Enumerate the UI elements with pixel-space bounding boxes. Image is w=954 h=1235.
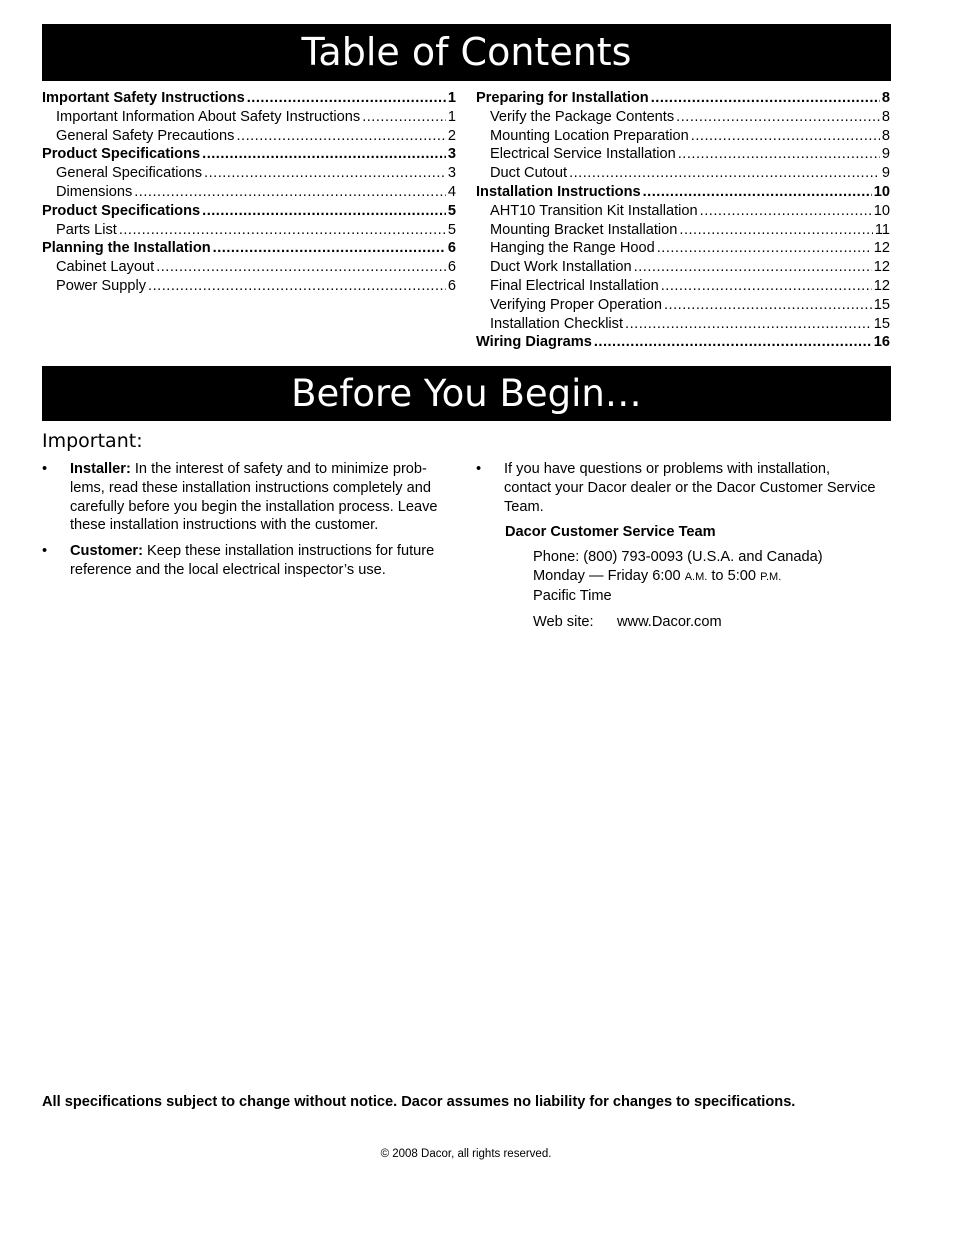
toc-leader-dots — [236, 127, 445, 146]
toc-banner — [42, 24, 891, 81]
toc-leader-dots — [202, 202, 446, 221]
installer-text: In the interest of safety and to minimize prob-lems, read these installation instructions completely and carefully before you begin the installation process. Leave these installation instructions with the customer. — [70, 461, 438, 534]
toc-leader-dots — [651, 89, 880, 108]
toc-entry[interactable] — [42, 221, 456, 240]
before-you-begin-banner — [42, 366, 891, 421]
toc-entry[interactable] — [476, 239, 890, 258]
timezone-line: Pacific Time — [533, 587, 612, 604]
toc-entry[interactable] — [42, 258, 456, 277]
toc-entry-page: 15 — [873, 296, 890, 313]
bullet-mark: • — [42, 461, 48, 477]
toc-entry-title: Verify the Package Contents — [490, 108, 675, 125]
toc-leader-dots — [643, 183, 872, 202]
toc-entry-title: Mounting Bracket Installation — [490, 221, 678, 238]
toc-entry-page: 6 — [447, 240, 456, 257]
website-label: Web site: — [533, 613, 594, 630]
toc-entry[interactable] — [42, 277, 456, 296]
toc-entry-title: Mounting Location Preparation — [490, 127, 689, 144]
website-line — [533, 613, 876, 632]
toc-entry[interactable] — [476, 315, 890, 334]
toc-entry-title: Electrical Service Installation — [490, 146, 676, 163]
toc-entry[interactable] — [476, 296, 890, 315]
installer-label: Installer: — [70, 461, 131, 477]
toc-entry-page: 10 — [873, 183, 890, 200]
questions-text: If you have questions or problems with installation, contact your Dacor dealer or the Dacor Customer Service Team. — [504, 461, 876, 515]
toc-entry-page: 6 — [447, 277, 456, 294]
toc-entry-title: Final Electrical Installation — [490, 277, 659, 294]
toc-right-column — [476, 89, 890, 352]
toc-entry-page: 8 — [881, 127, 890, 144]
hours-line: Monday — Friday 6:00 A.M. to 5:00 P.M. — [533, 567, 782, 584]
toc-entry-title: Wiring Diagrams — [476, 334, 592, 351]
toc-leader-dots — [676, 108, 880, 127]
toc-leader-dots — [661, 277, 872, 296]
toc-entry-title: Product Specifications — [42, 146, 201, 163]
toc-entry-title: Parts List — [56, 221, 117, 238]
toc-entry-page: 1 — [447, 108, 456, 125]
toc-entry-title: Installation Instructions — [476, 183, 641, 200]
toc-leader-dots — [148, 277, 446, 296]
toc-entry-page: 6 — [447, 259, 456, 276]
toc-leader-dots — [678, 145, 880, 164]
toc-entry-title: Important Safety Instructions — [42, 90, 245, 106]
toc-entry[interactable] — [476, 202, 890, 221]
toc-entry[interactable] — [476, 127, 890, 146]
toc-leader-dots — [700, 202, 872, 221]
toc-entry-page: 12 — [873, 259, 890, 276]
toc-entry[interactable] — [476, 277, 890, 296]
toc-entry-title: AHT10 Transition Kit Installation — [490, 202, 698, 219]
toc-entry-title: Important Information About Safety Instructions — [56, 108, 361, 125]
toc-entry-title: Duct Cutout — [490, 165, 568, 182]
toc-entry-page: 3 — [447, 146, 456, 163]
toc-entry-title: Preparing for Installation — [476, 90, 649, 106]
important-bullets-right — [476, 460, 876, 631]
toc-entry[interactable] — [42, 239, 456, 258]
toc-leader-dots — [204, 164, 446, 183]
toc-entry[interactable] — [476, 89, 890, 108]
toc-entry[interactable] — [42, 127, 456, 146]
toc-entry[interactable] — [476, 183, 890, 202]
bullet-mark: • — [42, 543, 48, 560]
toc-leader-dots — [119, 221, 446, 240]
toc-entry[interactable] — [42, 145, 456, 164]
toc-entry-page: 5 — [447, 221, 456, 238]
bullet-mark: • — [476, 461, 482, 477]
toc-entry-page: 5 — [447, 202, 456, 219]
toc-left-column — [42, 89, 456, 296]
toc-entry[interactable] — [476, 164, 890, 183]
toc-leader-dots — [634, 258, 872, 277]
customer-label: Customer: — [70, 543, 143, 560]
customer-text: Keep these installation instructions for future reference and the local electrical inspector’s use. — [70, 543, 435, 578]
toc-entry-page: 12 — [873, 240, 890, 257]
toc-entry[interactable] — [42, 89, 456, 108]
toc-entry-page: 9 — [881, 165, 890, 182]
before-you-begin-heading: Before You Begin… — [291, 372, 642, 415]
toc-entry[interactable] — [42, 202, 456, 221]
toc-entry-page: 1 — [447, 90, 456, 106]
toc-leader-dots — [657, 239, 872, 258]
important-heading: Important: — [42, 430, 143, 452]
toc-leader-dots — [691, 127, 880, 146]
toc-leader-dots — [664, 296, 872, 315]
important-bullets-left — [42, 460, 458, 587]
phone-line: Phone: (800) 793-0093 (U.S.A. and Canada) — [533, 549, 823, 566]
toc-entry[interactable] — [476, 333, 890, 352]
toc-leader-dots — [594, 333, 872, 352]
specifications-disclaimer: All specifications subject to change without notice. Dacor assumes no liability for changes to specifications. — [42, 1094, 796, 1110]
toc-entry[interactable] — [476, 145, 890, 164]
toc-entry[interactable] — [476, 221, 890, 240]
toc-entry-page: 16 — [873, 334, 890, 351]
toc-heading: Table of Contents — [301, 30, 632, 74]
toc-entry-page: 15 — [873, 315, 890, 332]
contact-block — [533, 548, 876, 631]
toc-leader-dots — [362, 108, 446, 127]
toc-entry-page: 12 — [873, 277, 890, 294]
toc-entry-page: 10 — [873, 202, 890, 219]
toc-entry-title: Power Supply — [56, 277, 147, 294]
toc-entry-title: Dimensions — [56, 183, 133, 200]
toc-entry-title: Planning the Installation — [42, 240, 211, 257]
toc-entry-page: 8 — [881, 90, 890, 106]
toc-leader-dots — [213, 239, 446, 258]
toc-entry-title: Cabinet Layout — [56, 259, 155, 276]
copyright-notice: © 2008 Dacor, all rights reserved. — [380, 1148, 552, 1160]
toc-entry[interactable] — [42, 164, 456, 183]
toc-entry-page: 4 — [447, 183, 456, 200]
toc-leader-dots — [134, 183, 446, 202]
toc-entry[interactable] — [42, 108, 456, 127]
toc-leader-dots — [202, 145, 446, 164]
toc-entry[interactable] — [42, 183, 456, 202]
toc-entry-title: Product Specifications — [42, 202, 201, 219]
toc-leader-dots — [569, 164, 880, 183]
toc-entry-title: Installation Checklist — [490, 315, 624, 332]
customer-service-team-title: Dacor Customer Service Team — [505, 524, 716, 541]
installer-note — [42, 460, 458, 535]
toc-entry-title: Hanging the Range Hood — [490, 240, 655, 257]
questions-note — [476, 460, 876, 516]
website-link[interactable]: www.Dacor.com — [617, 613, 722, 630]
toc-entry-page: 11 — [874, 221, 890, 238]
toc-entry-title: Verifying Proper Operation — [490, 296, 662, 313]
toc-entry[interactable] — [476, 108, 890, 127]
toc-leader-dots — [625, 315, 872, 334]
customer-note — [42, 542, 458, 580]
toc-leader-dots — [247, 89, 446, 108]
toc-entry-title: General Safety Precautions — [56, 127, 235, 144]
toc-entry-page: 3 — [447, 165, 456, 182]
toc-leader-dots — [156, 258, 446, 277]
toc-entry[interactable] — [476, 258, 890, 277]
toc-entry-title: General Specifications — [56, 165, 203, 182]
toc-entry-title: Duct Work Installation — [490, 259, 632, 276]
toc-entry-page: 2 — [447, 127, 456, 144]
toc-entry-page: 8 — [881, 108, 890, 125]
toc-entry-page: 9 — [881, 146, 890, 163]
toc-leader-dots — [679, 221, 872, 240]
